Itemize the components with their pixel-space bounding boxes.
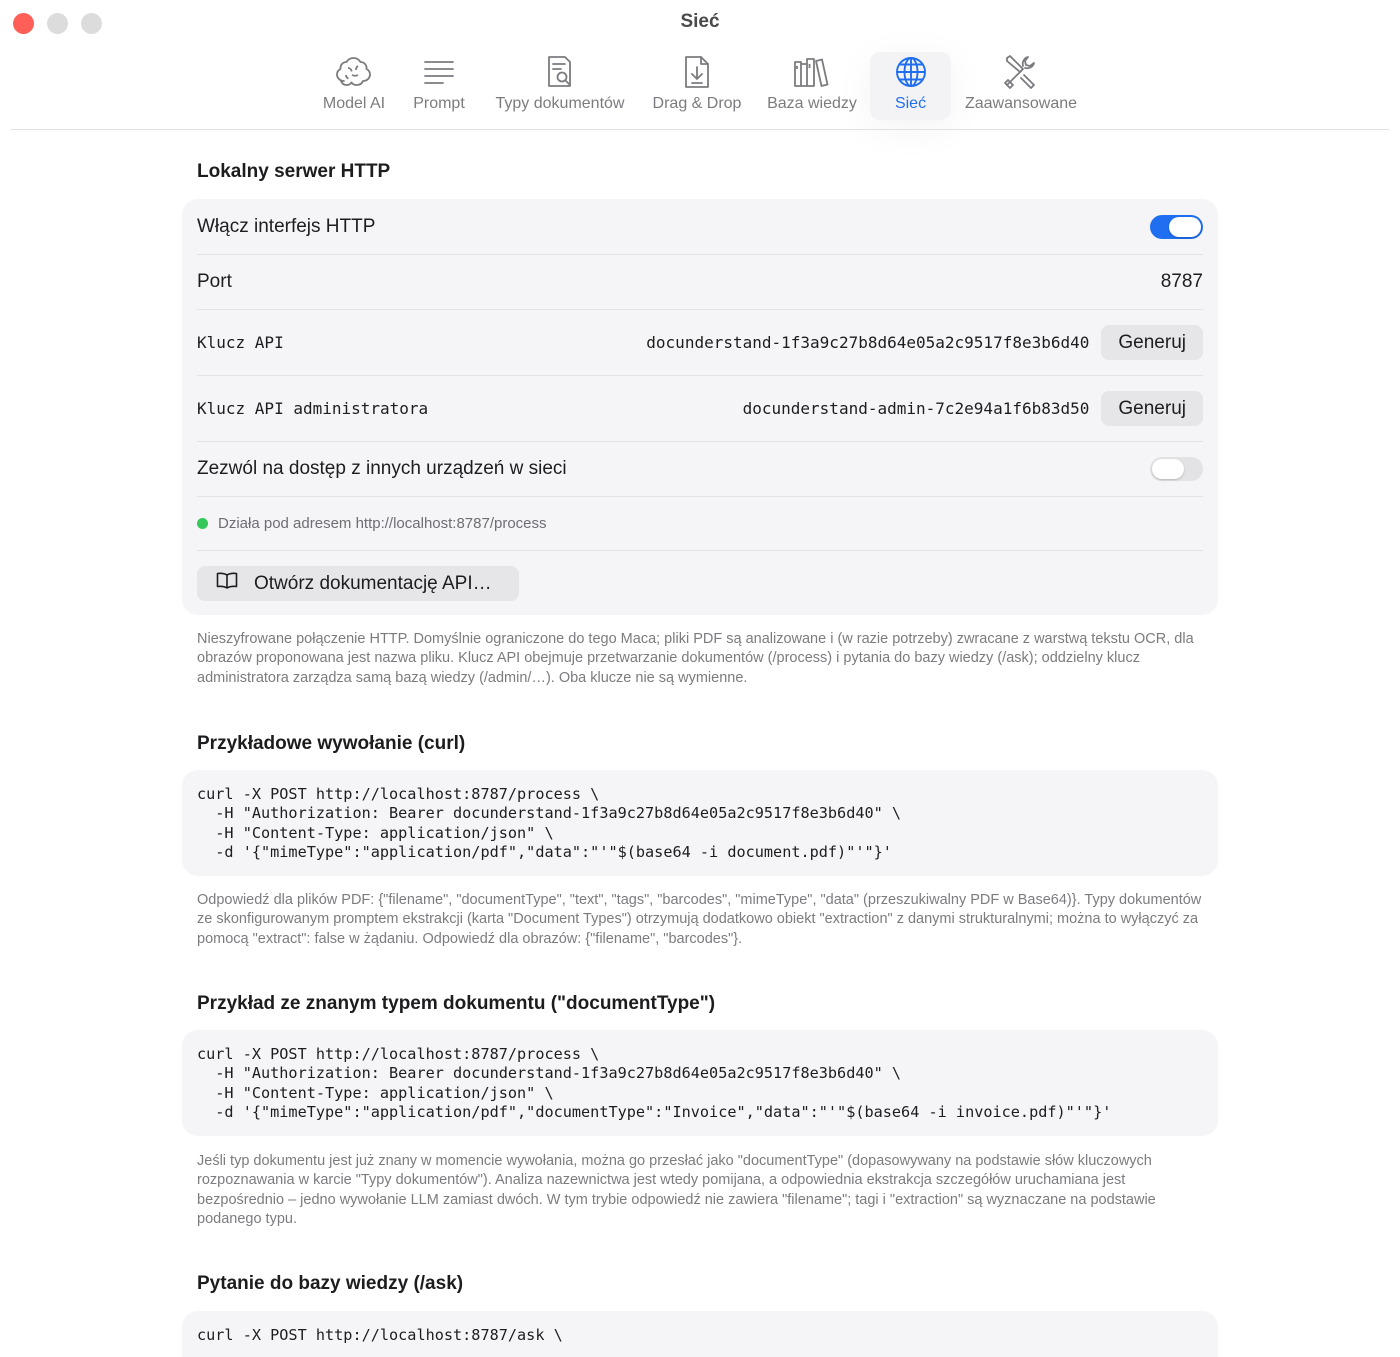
admin-key-row xyxy=(197,376,1203,441)
toolbar-divider xyxy=(11,129,1389,130)
lan-access-row xyxy=(197,442,1203,496)
tab-document-types[interactable] xyxy=(484,52,636,120)
status-text: Działa pod adresem http://localhost:8787/process xyxy=(218,515,547,532)
status-row xyxy=(197,497,1203,550)
window-title: Sieć xyxy=(680,11,720,32)
tab-label: Baza wiedzy xyxy=(767,95,857,112)
doctype-example-card xyxy=(182,1030,1218,1136)
lan-access-toggle[interactable] xyxy=(1150,457,1203,481)
section-title-doctype-example: Przykład ze znanym typem dokumentu ("documentType") xyxy=(197,993,716,1014)
tab-label: Typy dokumentów xyxy=(495,95,625,112)
section-title-http-server: Lokalny serwer HTTP xyxy=(197,161,391,182)
network-settings-pane xyxy=(0,131,1400,1357)
status-indicator xyxy=(197,518,208,529)
curl-example-code[interactable]: curl -X POST http://localhost:8787/process \ -H "Authorization: Bearer docunderstand-1f3a9c27b8d64e05a2c9517f8e3b6d40" \ -H "Content-Type: application/json" \ -d '{"mimeType":"application/pdf","data":"'"$(base64 -i document.pdf)"'"}' xyxy=(197,785,902,861)
tab-network[interactable] xyxy=(870,52,951,120)
admin-key-label: Klucz API administratora xyxy=(197,399,429,418)
ask-example-card xyxy=(182,1311,1218,1357)
books-icon xyxy=(790,52,834,92)
enable-http-row xyxy=(197,199,1203,254)
port-label: Port xyxy=(197,271,232,292)
http-server-card xyxy=(182,199,1218,615)
api-key-value[interactable]: docunderstand-1f3a9c27b8d64e05a2c9517f8e3b6d40 xyxy=(646,333,1090,352)
brain-icon xyxy=(332,52,376,92)
lan-access-label: Zezwól na dostęp z innych urządzeń w sieci xyxy=(197,458,567,479)
settings-toolbar xyxy=(0,48,1400,124)
open-api-docs-label: Otwórz dokumentację API… xyxy=(254,572,492,594)
open-api-docs-button[interactable] xyxy=(197,566,519,601)
http-server-note: Nieszyfrowane połączenie HTTP. Domyślnie ograniczone do tego Maca; pliki PDF są analizowane i (w razie potrzeby) zwracane z warstwą tekstu OCR, dla obrazów proponowana jest nazwa pliku. Klucz API obejmuje przetwarzanie dokumentów (/process) i pytania do bazy wiedzy (/ask); oddzielny klucz administratora zarządza samą bazą wiedzy (/admin/…). Oba klucze nie są wymienne. xyxy=(197,631,1194,686)
text-lines-icon xyxy=(417,52,461,92)
tab-knowledge-base[interactable] xyxy=(759,52,865,120)
document-download-icon xyxy=(675,52,719,92)
curl-example-note: Odpowiedź dla plików PDF: {"filename", "documentType", "text", "tags", "barcodes", "mimeType", "data" (przeszukiwalny PDF w Base64)}. Typy dokumentów ze skonfigurowanym promptem ekstrakcji (karta "Document Types") otrzymują dodatkowo obiekt "extraction" z danymi strukturalnymi; można to wyłączyć za pomocą "extract": false w żądaniu. Odpowiedź dla obrazów: {"filename", "barcodes"}. xyxy=(197,892,1202,947)
enable-http-toggle[interactable] xyxy=(1150,215,1203,239)
curl-example-card xyxy=(182,770,1218,876)
divider xyxy=(197,550,1203,551)
admin-key-value[interactable]: docunderstand-admin-7c2e94a1f6b83d50 xyxy=(742,399,1090,418)
tab-model-ai[interactable] xyxy=(314,52,394,120)
tab-advanced[interactable] xyxy=(958,52,1084,120)
section-title-curl-example: Przykładowe wywołanie (curl) xyxy=(197,733,466,754)
tab-label: Drag & Drop xyxy=(652,95,742,112)
title-bar xyxy=(0,0,1400,130)
tab-label: Model AI xyxy=(322,95,386,112)
generate-api-key-button[interactable]: Generuj xyxy=(1101,325,1203,360)
tab-prompt[interactable] xyxy=(404,52,474,120)
port-row xyxy=(197,255,1203,309)
tab-drag-drop[interactable] xyxy=(644,52,750,120)
port-value[interactable]: 8787 xyxy=(1160,271,1203,292)
api-key-row xyxy=(197,310,1203,375)
ask-example-code[interactable]: curl -X POST http://localhost:8787/ask \ xyxy=(197,1326,563,1344)
book-icon xyxy=(216,572,238,596)
doctype-example-code[interactable]: curl -X POST http://localhost:8787/process \ -H "Authorization: Bearer docunderstand-1f3a9c27b8d64e05a2c9517f8e3b6d40" \ -H "Content-Type: application/json" \ -d '{"mimeType":"application/pdf","documentType":"Invoice","data":"'"$(base64 -i invoice.pdf)"'"}' xyxy=(197,1045,1112,1121)
enable-http-label: Włącz interfejs HTTP xyxy=(197,215,376,237)
tab-label: Prompt xyxy=(413,95,465,112)
tab-label: Zaawansowane xyxy=(964,95,1078,112)
doctype-example-note: Jeśli typ dokumentu jest już znany w momencie wywołania, można go przesłać jako "documentType" (dopasowywany na podstawie słów kluczowych rozpoznawania w karcie "Typy dokumentów"). Analiza nazewnictwa jest wtedy pomijana, a odpowiednia ekstrakcja szczegółów uruchamiana jest bezpośrednio – jedno wywołanie LLM zamiast dwóch. W tym trybie odpowiedź nie zawiera "filename"; tagi i "extraction" są wyznaczane na podstawie podanego typu. xyxy=(197,1153,1156,1227)
document-search-icon xyxy=(538,52,582,92)
api-key-label: Klucz API xyxy=(197,333,284,352)
generate-admin-key-button[interactable]: Generuj xyxy=(1101,391,1203,426)
tab-label: Sieć xyxy=(894,95,927,112)
section-title-ask-example: Pytanie do bazy wiedzy (/ask) xyxy=(197,1273,464,1294)
tools-icon xyxy=(999,52,1043,92)
globe-icon xyxy=(889,52,933,92)
